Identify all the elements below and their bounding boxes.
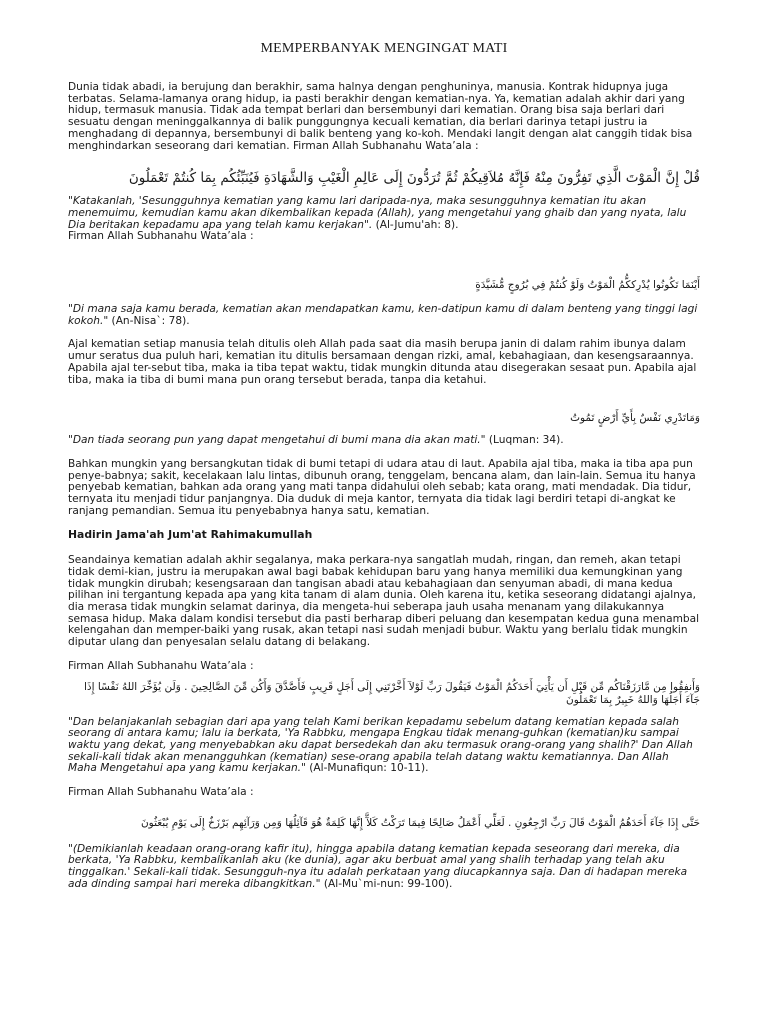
quote-nisa-text: "Di mana saja kamu berada, kematian akan mendapatkan kamu, ken-datipun kamu di dalam benteng yang tinggi lagi kokoh." — [68, 303, 698, 327]
section-heading: Hadirin Jama'ah Jum'at Rahimakumullah — [68, 528, 313, 542]
arabic-verse-muminun: حَتَّى إِذَا جَآءَ أَحَدَهُمُ الْمَوْتُ قَالَ رَبِّ ارْجِعُونِ . لَعَلِّي أَعْمَلُ صَالِحًا فِيمَا تَرَكْتُ كَلآَّ إِنَّهَا كَلِمَةٌ هُوَ قَآئِلُهَا وَمِن وَرَآئِهِم بَرْزَخٌ إِلَى يَوْمِ يُبْعَثُونَ — [140, 816, 700, 829]
quote-luqman — [68, 435, 700, 447]
quote-muminun-text: "(Demikianlah keadaan orang-orang kafir itu), hingga apabila datang kematian kepada seseorang dari mereka, dia berkata, 'Ya Rabbku, kembalikanlah aku (ke dunia), agar aku berbuat amal yang shalih terhadap yang telah aku tinggalkan.' Sekali-kali tidak. Sesungguh-nya itu adalah perkataan yang diucapkannya saja. Dan di hadapan mereka ada dinding sampai hari mereka dibangkitkan." — [68, 842, 688, 890]
paragraph-intro: Dunia tidak abadi, ia berujung dan berakhir, sama halnya dengan penghuninya, manusia. Kontrak hidupnya juga terbatas. Selama-lamanya orang hidup, ia pasti berakhir dengan kematian-nya. Ya, kematian adalah akhir dari yang hidup, termasuk manusia. Tidak ada tempat berlari dan bersembunyi dari kematian. Orang bisa saja berlari dari sesuatu dengan meninggalkannya di balik punggungnya kecuali kematian, dia berlari darinya tetapi justru ia menghadang di depannya, bersembunyi di balik benteng yang ko-koh. Mendaki langit dengan alat canggih tidak bisa menghindarkan seseorang dari kematian. Firman Allah Subhanahu Wata’ala : — [68, 81, 693, 152]
arabic-verse-nisa: أَيْنَمَا تَكُونُوا يُدْرِككُّمُ الْمَوْتُ وَلَوْ كُنتُمْ فِي بُرُوجٍ مُّشَيَّدَةٍ — [475, 279, 700, 292]
quote-muminun — [68, 844, 700, 891]
paragraph-penyebab: Bahkan mungkin yang bersangkutan tidak di bumi tetapi di udara atau di laut. Apabila ajal tiba, maka ia tiba apa pun penye-babnya; sakit, kecelakaan lalu lintas, dibunuh orang, tenggelam, bencana alam, dan lain-lain. Semua itu hanya penyebab kematian, bahkan ada orang yang mati tanpa didahului oleh sebab; kata orang, mati mendadak. Dia tidur, ternyata itu menjadi tidur panjangnya. Dia duduk di meja kantor, ternyata dia tidak lagi berdiri tetapi di-angkat ke ranjang pemandian. Semua itu penyebabnya hanya satu, kematian. — [68, 457, 696, 517]
paragraph-akhir: Seandainya kematian adalah akhir segalanya, maka perkara-nya sangatlah mudah, ringan, dan remeh, akan tetapi tidak demi-kian, justru ia merupakan awal bagi babak kehidupan baru yang hanya memiliki dua kemungkinan yang tidak mungkin dirubah; kesengsaraan dan tangisan abadi atau kebahagiaan dan senyuman abadi, di mana kedua pilihan ini tergantung kepada apa yang kita tanam di alam dunia. Oleh karena itu, ketika seseorang didatangi ajalnya, dia merasa tidak mungkin selamat darinya, dia mengeta-hui seberapa jauh usaha menanam yang dilakukannya semasa hidup. Maka dalam kondisi tersebut dia pasti berharap diberi peluang dan kesempatan kedua guna menambal kelengahan dan memper-baiki yang rusak, akan tetapi nasi sudah menjadi bubur. Waktu yang berlalu tidak mungkin diputar ulang dan penyesalan selalu datang di belakang. — [68, 554, 700, 649]
firman-label-1: Firman Allah Subhanahu Wata’ala : — [68, 230, 254, 243]
quote-muminun-source: (Al-Mu`mi-nun: 99-100). — [320, 877, 453, 890]
quote-nisa-source: (An-Nisa`: 78). — [108, 314, 190, 327]
quote-luqman-source: (Luqman: 34). — [485, 434, 564, 447]
quote-munafiqun-source: (Al-Munafiqun: 10-11). — [305, 762, 429, 775]
quote-jumuah-text: "Katakanlah, 'Sesungguhnya kematian yang kamu lari daripada-nya, maka sesungguhnya kematian itu akan menemuimu, kemudian kamu akan dikembalikan kepada (Allah), yang mengetahui yang ghaib dan yang nyata, lalu Dia beritakan kepadamu apa yang telah kamu kerjakan". — [68, 195, 687, 231]
firman-label-3: Firman Allah Subhanahu Wata’ala : — [68, 786, 254, 799]
document-title: MEMPERBANYAK MENGINGAT MATI — [260, 41, 508, 56]
quote-jumuah-source: (Al-Jumu'ah: 8). — [372, 218, 459, 231]
firman-label-2: Firman Allah Subhanahu Wata’ala : — [68, 659, 254, 672]
quote-munafiqun — [68, 717, 700, 776]
quote-luqman-text: "Dan tiada seorang pun yang dapat mengetahui di bumi mana dia akan mati." — [68, 434, 486, 447]
quote-munafiqun-text: "Dan belanjakanlah sebagian dari apa yang telah Kami berikan kepadamu sebelum datang kematian kepada salah seorang di antara kamu; lalu ia berkata, 'Ya Rabbku, mengapa Engkau tidak menang-guhkan (kematian)ku sampai waktu yang dekat, yang menyebabkan aku dapat bersedekah dan aku termasuk orang-orang yang shalih?' Dan Allah sekali-kali tidak akan menangguhkan (kematian) sese-orang apabila telah datang waktu kematiannya. Dan Allah Maha Mengetahui apa yang kamu kerjakan." — [68, 715, 693, 775]
quote-jumuah — [68, 196, 700, 231]
arabic-verse-munafiqun: وَأَنفِقُوا مِن مَّارَزَقْنَاكُم مِّن قَبْلِ أَن يَأْتِيَ أَحَدَكُمُ الْمَوْتُ فَيَقُولَ رَبِّ لَوْلآ أَخَّرْتَنِي إِلَى أَجَلٍ قَرِيبٍ فَأَصَّدَّقَ وَأَكُن مِّنَ الصَّالِحِينَ . وَلَن يُؤَخِّرَ اللهُ نَفْسًا إِذَا جَآءَ أَجَلُهَا وَاللهُ خَبِيرٌ بِمَا تَعْمَلُونَ — [83, 680, 700, 706]
paragraph-ajal: Ajal kematian setiap manusia telah ditulis oleh Allah pada saat dia masih berupa janin di dalam rahim ibunya dalam umur seratus dua puluh hari, kematian itu ditulis bersamaan dengan rizki, amal, kebahagiaan, dan kesengsaraannya. Apabila ajal ter-sebut tiba, maka ia tiba tepat waktu, tidak mungkin ditunda atau disegerakan sesaat pun. Apabila ajal tiba, maka ia tiba di bumi mana pun orang tersebut berada, tanpa dia ketahui. — [68, 338, 697, 386]
arabic-verse-luqman: وَمَاتَدْرِي نَفْسٌ بِأَيِّ أَرْضٍ تَمُوتُ — [570, 412, 700, 425]
quote-nisa — [68, 304, 700, 327]
arabic-verse-jumuah: قُلْ إِنَّ الْمَوْتَ الَّذِي تَفِرُّونَ مِنْهُ فَإِنَّهُ مُلاَقِيكُمْ ثُمَّ تُرَدُّونَ إِلَى عَالِمِ الْغَيْبِ وَالشَّهَادَةِ فَيُنَبِّئُكُم بِمَا كُنتُمْ تَعْمَلُونَ — [128, 170, 700, 187]
